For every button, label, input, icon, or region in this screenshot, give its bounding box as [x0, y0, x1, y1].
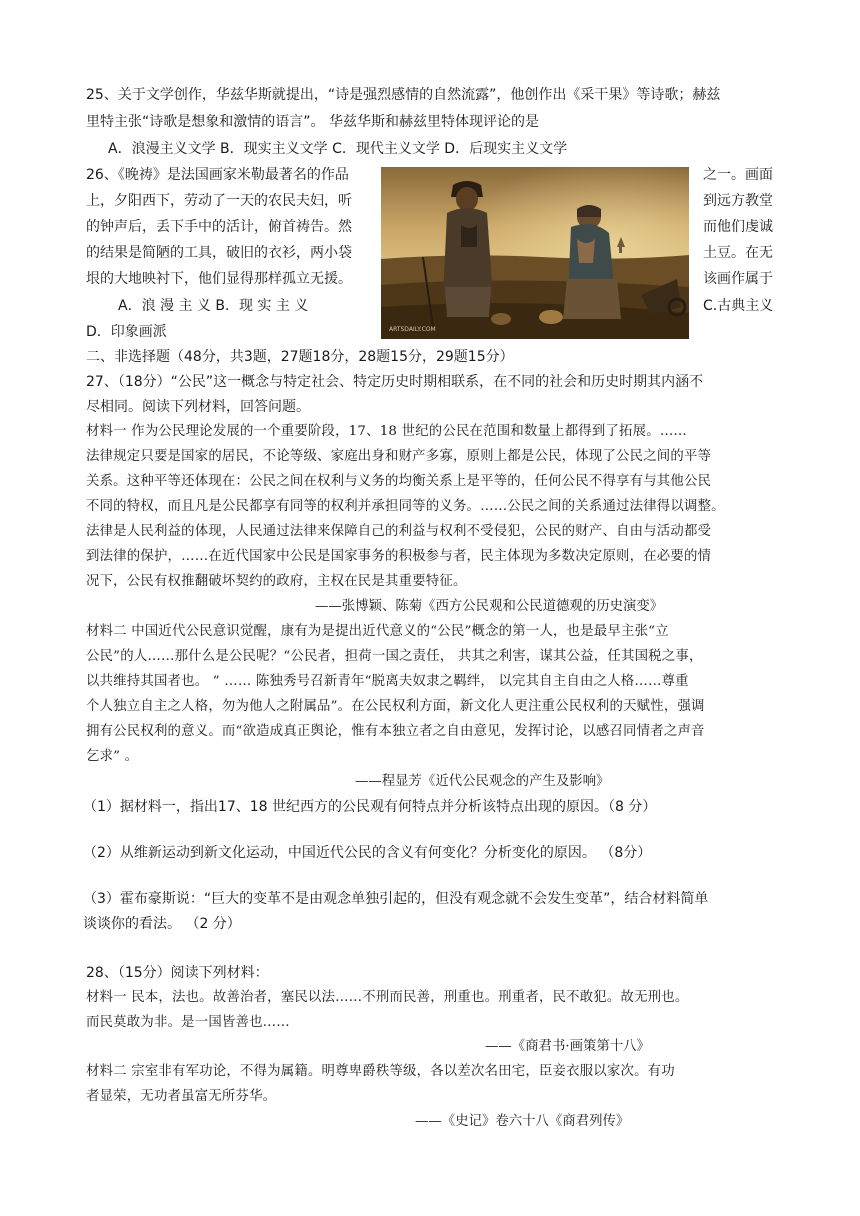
- q27-material2-line: 材料二 中国近代公民意识觉醒，康有为是提出近代意义的“公民”概念的第一人，也是最早主张“立: [86, 624, 669, 639]
- q27-subquestion-3-line2: 谈谈你的看法。 （2 分）: [83, 916, 241, 932]
- painting-watermark: ARTSDAILY.COM: [389, 326, 436, 333]
- q26-stem-left5: 垠的大地映衬下，他们显得那样孤立无援。: [86, 271, 352, 287]
- q28-material1-line1: 材料一 民本，法也。故善治者，塞民以法……不刑而民善，刑重也。刑重者，民不敢犯。故无刑也。: [86, 990, 689, 1005]
- q27-material1-source: ——张博颖、陈菊《西方公民观和公民道德观的历史演变》: [315, 599, 664, 614]
- q27-material2-source: ——程显芳《近代公民观念的产生及影响》: [355, 774, 610, 789]
- q26-stem-right3: 而他们虔诚: [703, 219, 773, 235]
- q25-stem-line1: 25、关于文学创作，华兹华斯就提出，“诗是强烈感情的自然流露”，他创作出《采干果》等诗歌；赫兹: [86, 87, 721, 103]
- section2-heading: 二、非选择题（48分，共3题，27题18分，28题15分，29题15分）: [86, 349, 514, 365]
- q28-intro: 28、（15分）阅读下列材料：: [86, 965, 269, 981]
- q26-stem-left1: 26、《晚祷》是法国画家米勒最著名的作品: [86, 167, 349, 183]
- q25-stem-line2: 里特主张“诗歌是想象和激情的语言”。 华兹华斯和赫兹里特体现评论的是: [86, 114, 539, 130]
- q26-options-ab: A．浪 漫 主 义 B．现 实 主 义: [118, 298, 309, 314]
- q26-option-c: C.古典主义: [703, 298, 774, 314]
- q26-stem-left3: 的钟声后，丢下手中的活计，俯首祷告。然: [86, 219, 352, 235]
- q26-stem-right5: 该画作属于: [703, 271, 773, 287]
- q27-material1-line: 不同的特权，而且凡是公民都享有同等的权利并承担同等的义务。……公民之间的关系通过法律得以调整。: [86, 499, 725, 514]
- q26-stem-right1: 之一。画面: [703, 167, 773, 183]
- q27-material2-line: 拥有公民权利的意义。而“欲造成真正舆论，惟有本独立者之自由意见，发挥讨论，以感召同情者之声音: [86, 724, 705, 739]
- q28-material1-source: ——《商君书·画策第十八》: [485, 1039, 650, 1054]
- q26-stem-left2: 上，夕阳西下，劳动了一天的农民夫妇，听: [86, 193, 352, 209]
- q27-intro-line2: 尽相同。阅读下列材料，回答问题。: [86, 399, 310, 415]
- q28-material1-line2: 而民莫敢为非。是一国皆善也……: [86, 1015, 290, 1030]
- q26-stem-right2: 到远方教堂: [703, 193, 773, 209]
- q27-material2-line: 以共维持其国者也。 ” …… 陈独秀号召新青年“脱离夫奴隶之羁绊， 以完其自主自由之人格……尊重: [86, 674, 689, 689]
- angelus-painting-image: [381, 167, 689, 339]
- q26-stem-right4: 土豆。在无: [703, 245, 773, 261]
- q27-material1-line: 法律是人民利益的体现，人民通过法律来保障自己的利益与权利不受侵犯，公民的财产、自由与活动都受: [86, 524, 712, 539]
- q27-subquestion-2: （2）从维新运动到新文化运动，中国近代公民的含义有何变化？分析变化的原因。 （8分）: [83, 845, 652, 861]
- q26-option-d: D．印象画派: [86, 324, 167, 340]
- q27-material2-line: 个人独立自主之人格，勿为他人之附属品”。在公民权利方面，新文化人更注重公民权利的天赋性，强调: [86, 699, 705, 714]
- q28-material2-source: ——《史记》卷六十八《商君列传》: [415, 1114, 630, 1129]
- q27-material1-line: 材料一 作为公民理论发展的一个重要阶段，17、18 世纪的公民在范围和数量上都得到了拓展。……: [86, 424, 688, 439]
- q27-material1-line: 法律规定只要是国家的居民，不论等级、家庭出身和财产多寡，原则上都是公民，体现了公民之间的平等: [86, 449, 712, 464]
- q28-material2-line2: 者显荣，无功者虽富无所芬华。: [86, 1089, 277, 1104]
- q26-stem-left4: 的结果是简陋的工具，破旧的衣衫，两小袋: [86, 245, 352, 261]
- q27-material2-line: 乞求” 。: [86, 749, 139, 764]
- q27-subquestion-1: （1）据材料一，指出17、18 世纪西方的公民观有何特点并分析该特点出现的原因。（8 分）: [83, 799, 657, 815]
- q27-material1-line: 到法律的保护，……在近代国家中公民是国家事务的积极参与者，民主体现为多数决定原则，在必要的情: [86, 549, 712, 564]
- q25-options: A．浪漫主义文学 B．现实主义文学 C．现代主义文学 D．后现实主义文学: [108, 141, 568, 157]
- q27-intro-line1: 27、（18分）“公民”这一概念与特定社会、特定历史时期相联系，在不同的社会和历史时期其内涵不: [86, 374, 704, 390]
- q27-material2-line: 公民”的人……那什么是公民呢？“公民者，担荷一国之责任， 共其之利害，谋其公益，任其国税之事，: [86, 649, 703, 664]
- q27-subquestion-3-line1: （3）霍布豪斯说：“巨大的变革不是由观念单独引起的，但没有观念就不会发生变革”，结合材料简单: [83, 891, 709, 907]
- q27-material1-line: 关系。这种平等还体现在：公民之间在权利与义务的均衡关系上是平等的，任何公民不得享有与其他公民: [86, 474, 712, 489]
- q28-material2-line1: 材料二 宗室非有军功论，不得为属籍。明尊卑爵秩等级，各以差次名田宅，臣妾衣服以家次。有功: [86, 1064, 675, 1079]
- q27-material1-line: 况下，公民有权推翻破坏契约的政府，主权在民是其重要特征。: [86, 574, 467, 589]
